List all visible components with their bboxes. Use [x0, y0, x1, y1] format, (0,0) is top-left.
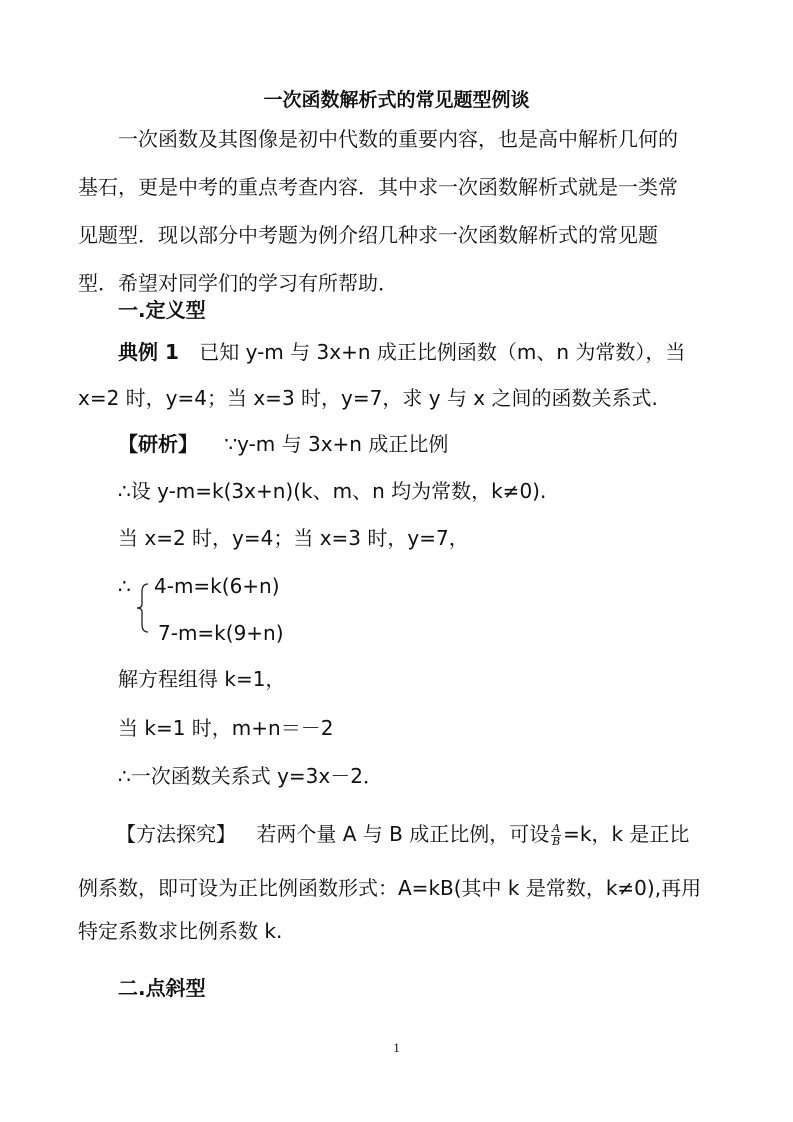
example-1-line-1: [118, 340, 685, 364]
method-line-2: 例系数，即可设为正比例函数形式：A=kB(其中 k 是常数，k≠0),再用: [78, 876, 702, 900]
analysis-text: ∵y-m 与 3x+n 成正比例: [224, 432, 449, 456]
left-brace-icon: [136, 582, 150, 634]
step-line-2: 当 x=2 时，y=4；当 x=3 时，y=7，: [118, 526, 469, 550]
method-text-a: 若两个量 A 与 B 成正比例，可设: [256, 822, 550, 846]
system-equation-2: 7-m=k(9+n): [158, 621, 284, 645]
document-title: 一次函数解析式的常见题型例谈: [263, 89, 530, 111]
method-line-1: [116, 822, 689, 848]
analysis-label: 【研析】: [118, 432, 198, 456]
method-text-b: =k，k 是正比: [563, 822, 690, 846]
page-number: 1: [393, 1040, 400, 1055]
system-equation-1: 4-m=k(6+n): [154, 574, 280, 598]
result-line: ∴一次函数关系式 y=3x－2．: [118, 764, 383, 788]
intro-line-4: 型．希望对同学们的学习有所帮助．: [78, 271, 398, 295]
step-line-1: ∴设 y-m=k(3x+n)(k、m、n 均为常数，k≠0).: [118, 479, 547, 503]
fraction-denominator: B: [552, 835, 561, 848]
method-label: 【方法探究】: [116, 822, 236, 846]
section-heading-definition: 一.定义型: [118, 298, 206, 322]
intro-line-2: 基石，更是中考的重点考查内容．其中求一次函数解析式就是一类常: [78, 175, 678, 199]
intro-line-3: 见题型．现以部分中考题为例介绍几种求一次函数解析式的常见题: [78, 223, 658, 247]
fraction-numerator: A: [552, 822, 561, 835]
intro-line-1: 一次函数及其图像是初中代数的重要内容，也是高中解析几何的: [118, 127, 678, 151]
example-label: 典例 1: [118, 340, 179, 364]
analysis-line: [118, 432, 448, 456]
solve-line: 解方程组得 k=1，: [118, 667, 286, 691]
method-line-3: 特定系数求比例系数 k.: [78, 919, 283, 943]
when-line: 当 k=1 时，m+n＝－2: [118, 716, 334, 740]
example-text: 已知 y-m 与 3x+n 成正比例函数（m、n 为常数），当: [199, 340, 686, 364]
therefore-symbol: ∴: [118, 574, 131, 598]
fraction-a-over-b: [551, 823, 561, 848]
section-heading-point-slope: 二.点斜型: [118, 976, 206, 1000]
example-1-line-2: x=2 时，y=4；当 x=3 时，y=7，求 y 与 x 之间的函数关系式.: [78, 386, 658, 410]
